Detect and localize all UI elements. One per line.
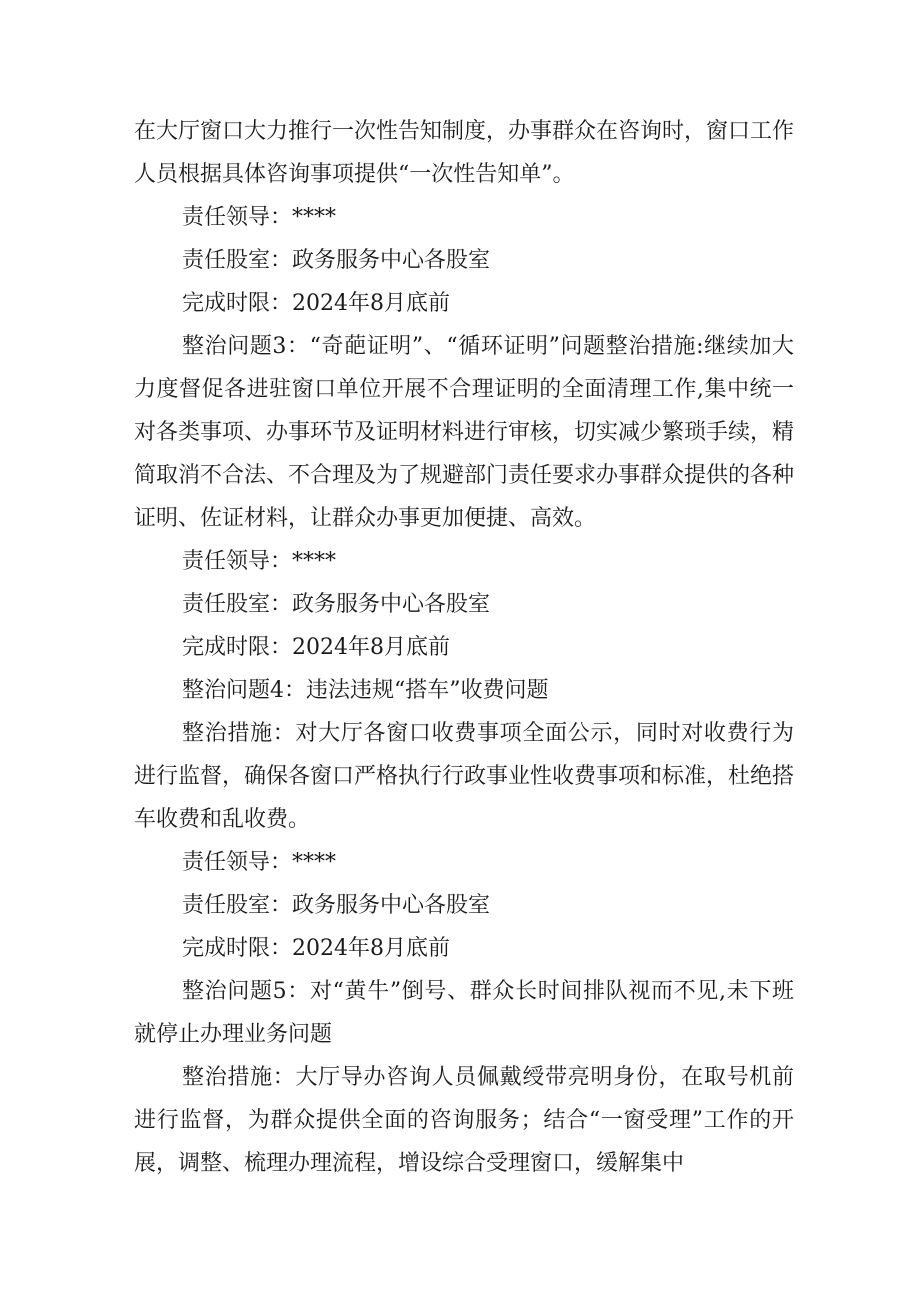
paragraph-1: 在大厅窗口大力推行一次性告知制度，办事群众在咨询时，窗口工作人员根据具体咨询事项提供“一次性告知单”。 [134, 119, 795, 187]
paragraph-12: 责任股室：政务服务中心各股室 [182, 893, 491, 918]
paragraph-11: 责任领导：**** [182, 850, 337, 875]
paragraph-7: 责任股室：政务服务中心各股室 [182, 592, 491, 617]
paragraph-3: 责任股室：政务服务中心各股室 [182, 248, 491, 273]
paragraph-9: 整治问题4：违法违规“搭车”收费问题 [182, 678, 549, 703]
paragraph-4: 完成时限：2024年8月底前 [182, 291, 450, 316]
paragraph-14: 整治问题5：对“黄牛”倒号、群众长时间排队视而不见,未下班就停止办理业务问题 [134, 979, 794, 1047]
document-body [134, 110, 794, 1185]
paragraph-15: 整治措施：大厅导办咨询人员佩戴绶带亮明身份，在取号机前进行监督，为群众提供全面的咨询服务；结合“一窗受理”工作的开展，调整、梳理办理流程，增设综合受理窗口，缓解集中 [134, 1065, 794, 1176]
paragraph-8: 完成时限：2024年8月底前 [182, 635, 450, 660]
paragraph-13: 完成时限：2024年8月底前 [182, 936, 450, 961]
paragraph-6: 责任领导：**** [182, 549, 337, 574]
paragraph-10: 整治措施：对大厅各窗口收费事项全面公示，同时对收费行为进行监督，确保各窗口严格执行行政事业性收费事项和标准，杜绝搭车收费和乱收费。 [134, 721, 795, 832]
paragraph-5: 整治问题3：“奇葩证明”、“循环证明”问题整治措施:继续加大力度督促各进驻窗口单位开展不合理证明的全面清理工作,集中统一对各类事项、办事环节及证明材料进行审核，切实减少繁琐手续，精简取消不合法、不合理及为了规避部门责任要求办事群众提供的各种证明、佐证材料，让群众办事更加便捷、高效。 [134, 334, 795, 531]
paragraph-2: 责任领导：**** [182, 205, 337, 230]
